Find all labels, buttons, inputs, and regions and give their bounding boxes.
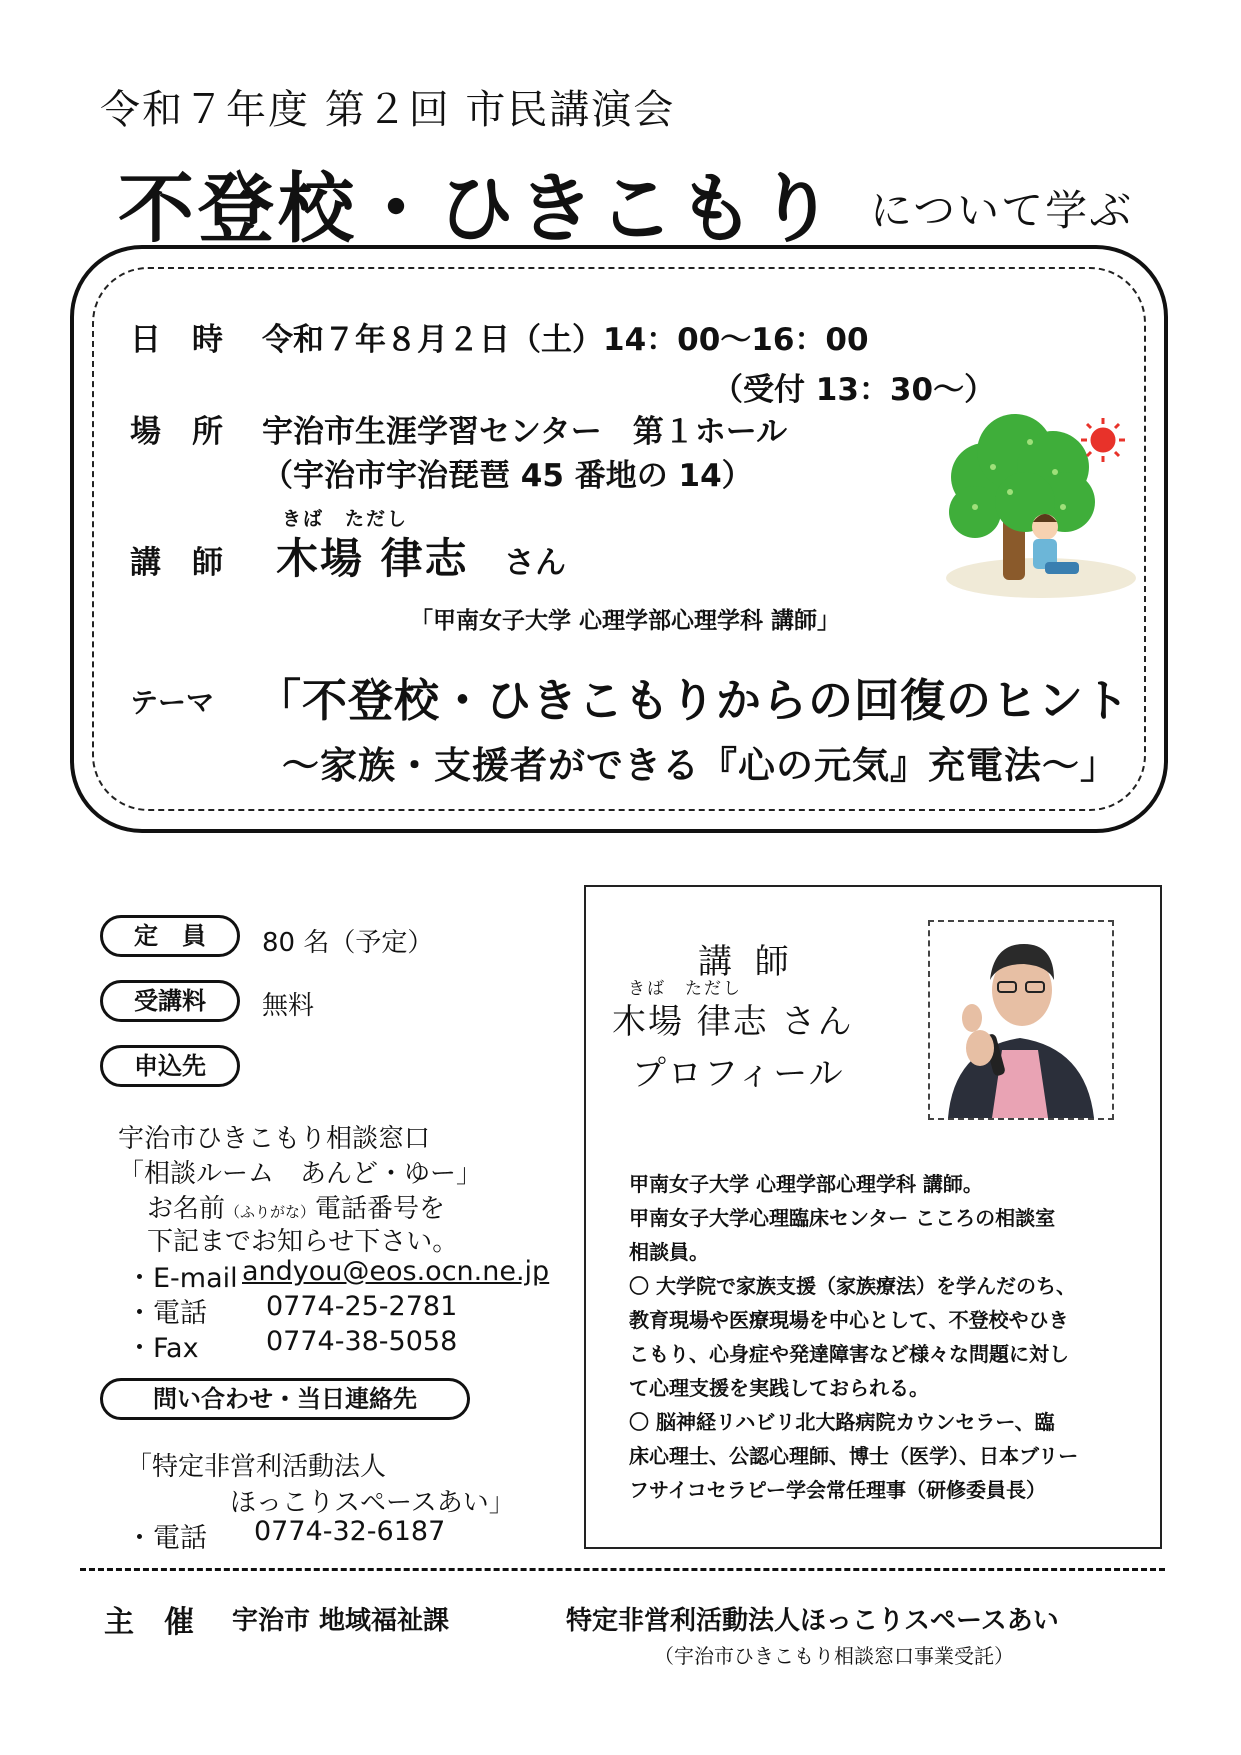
apply-note-name: お名前 [147,1194,226,1224]
theme-main: 「不登校・ひきこもりからの回復のヒント [256,674,1131,727]
lecturer-suffix: さん [504,545,566,581]
tel-label: ・電話 [126,1298,207,1329]
inquiry-tel-label: ・電話 [126,1523,207,1554]
page-title-suffix: について学ぶ [870,186,1134,235]
theme-label: テーマ [130,686,215,719]
profile-line: 教育現場や医療現場を中心として、不登校やひき [629,1308,1069,1332]
lecturer-name: 木場 律志 [276,534,469,583]
apply-pill: 申込先 [100,1045,240,1087]
apply-note-2: 下記までお知らせ下さい。 [147,1227,459,1257]
fee-pill: 受講料 [100,980,240,1022]
fee-value: 無料 [262,991,315,1021]
date-value: 令和７年８月２日（土）14：00〜16：00 [262,322,869,358]
place-value: 宇治市生涯学習センター 第１ホール [262,414,788,450]
profile-line: 〇 脳神経リハビリ北大路病院カウンセラー、臨 [629,1410,1055,1434]
inquiry-org-1: 「特定非営利活動法人 [126,1452,387,1482]
tree-leaves [949,414,1095,538]
host-1: 宇治市 地域福祉課 [232,1606,450,1636]
footer-divider [80,1568,1165,1571]
email-link[interactable]: andyou@eos.ocn.ne.jp [242,1256,550,1287]
profile-ruby: きば ただし [628,979,742,999]
host-label: 主 催 [104,1605,194,1640]
apply-note-phone: 電話番号を [315,1194,446,1224]
fax-value: 0774-38-5058 [266,1326,458,1357]
lecturer-label: 講 師 [130,545,223,581]
lecturer-photo-frame [928,920,1114,1120]
email-label: ・E-mail [126,1263,238,1294]
profile-line: て心理支援を実践しておられる。 [629,1376,929,1400]
reception-time: （受付 13：30〜） [712,372,996,408]
apply-org: 宇治市ひきこもり相談窓口 [118,1124,431,1154]
lecturer-photo [930,922,1112,1118]
profile-line: 甲南女子大学心理臨床センター こころの相談室 [629,1206,1056,1230]
capacity-pill: 定 員 [100,915,240,957]
host-2-note: （宇治市ひきこもり相談窓口事業受託） [654,1644,1014,1668]
inquiry-org-2: ほっこりスペースあい」 [230,1488,515,1518]
theme-sub: 〜家族・支援者ができる『心の元気』充電法〜」 [282,744,1118,787]
inquiry-pill: 問い合わせ・当日連絡先 [100,1378,470,1420]
profile-line: 〇 大学院で家族支援（家族療法）を学んだのち、 [629,1274,1076,1298]
profile-heading: 講 師 [698,942,795,982]
lecturer-affiliation: 「甲南女子大学 心理学部心理学科 講師」 [410,608,841,634]
profile-line: 床心理士、公認心理師、博士（医学）、日本ブリー [629,1444,1079,1468]
lecturer-ruby: きば ただし [282,508,409,530]
fax-label: ・Fax [126,1333,199,1364]
place-address: （宇治市宇治琵琶 45 番地の 14） [262,458,753,494]
page-title: 不登校・ひきこもり [118,164,838,253]
apply-room: 「相談ルーム あんど・ゆー」 [118,1159,483,1189]
capacity-value: 80 名（予定） [262,928,434,958]
profile-line: 甲南女子大学 心理学部心理学科 講師。 [629,1172,983,1196]
host-2: 特定非営利活動法人ほっこりスペースあい [566,1606,1059,1636]
profile-name: 木場 律志 さん [612,1002,854,1042]
tree-illustration [945,412,1145,602]
profile-line: こもり、心身症や発達障害など様々な問題に対し [629,1342,1069,1366]
event-subtitle: 令和７年度 第２回 市民講演会 [100,87,676,133]
inquiry-tel-value: 0774-32-6187 [254,1516,446,1547]
apply-note-ruby: （ふりがな） [225,1203,316,1221]
apply-note-1 [147,1188,445,1225]
date-label: 日 時 [130,322,223,358]
profile-line: フサイコセラピー学会常任理事（研修委員長） [629,1478,1046,1502]
profile-line: 相談員。 [629,1240,709,1264]
profile-subheading: プロフィール [632,1054,845,1094]
tel-value: 0774-25-2781 [266,1291,458,1322]
sun-icon [1081,418,1125,462]
place-label: 場 所 [130,414,223,450]
